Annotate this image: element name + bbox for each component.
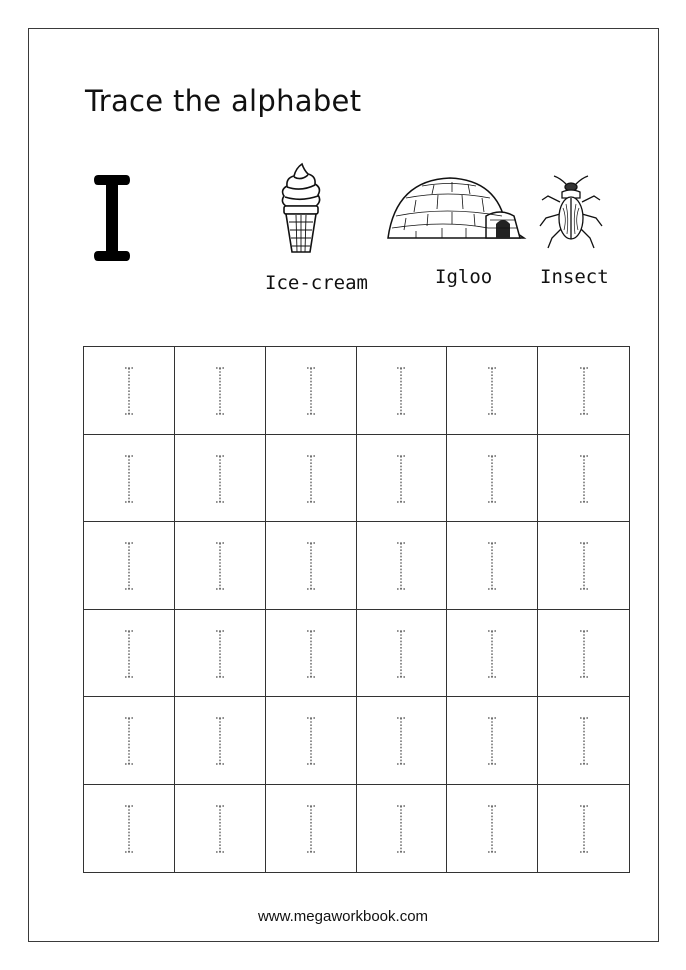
trace-cell[interactable] (266, 522, 357, 610)
igloo-picture (386, 176, 528, 242)
dotted-letter-i-icon (578, 542, 590, 590)
dotted-letter-i-icon (486, 367, 498, 415)
tracing-grid (83, 346, 630, 873)
trace-cell[interactable] (357, 522, 448, 610)
trace-cell[interactable] (266, 347, 357, 435)
insect-caption: Insect (540, 266, 609, 288)
insect-picture (538, 174, 604, 250)
insect-icon (538, 174, 604, 250)
dotted-letter-i-icon (578, 805, 590, 853)
dotted-letter-i-icon (305, 455, 317, 503)
trace-cell[interactable] (357, 697, 448, 785)
trace-cell[interactable] (357, 785, 448, 873)
trace-cell[interactable] (447, 697, 538, 785)
trace-cell[interactable] (175, 435, 266, 523)
trace-cell[interactable] (175, 522, 266, 610)
dotted-letter-i-icon (486, 542, 498, 590)
dotted-letter-i-icon (214, 542, 226, 590)
trace-cell[interactable] (175, 697, 266, 785)
trace-cell[interactable] (266, 435, 357, 523)
trace-cell[interactable] (357, 610, 448, 698)
dotted-letter-i-icon (486, 717, 498, 765)
trace-cell[interactable] (357, 347, 448, 435)
trace-cell[interactable] (175, 785, 266, 873)
dotted-letter-i-icon (305, 630, 317, 678)
trace-cell[interactable] (447, 785, 538, 873)
trace-cell[interactable] (175, 610, 266, 698)
dotted-letter-i-icon (578, 367, 590, 415)
trace-cell[interactable] (84, 522, 175, 610)
dotted-letter-i-icon (123, 805, 135, 853)
worksheet-title: Trace the alphabet (85, 84, 362, 118)
trace-cell[interactable] (447, 610, 538, 698)
dotted-letter-i-icon (395, 630, 407, 678)
ice-cream-icon (278, 160, 324, 256)
ice-cream-picture (278, 160, 324, 256)
dotted-letter-i-icon (395, 805, 407, 853)
trace-cell[interactable] (538, 785, 629, 873)
trace-cell[interactable] (84, 697, 175, 785)
dotted-letter-i-icon (123, 542, 135, 590)
dotted-letter-i-icon (123, 367, 135, 415)
trace-cell[interactable] (266, 697, 357, 785)
igloo-icon (386, 176, 528, 242)
trace-cell[interactable] (538, 610, 629, 698)
trace-cell[interactable] (538, 347, 629, 435)
dotted-letter-i-icon (486, 805, 498, 853)
dotted-letter-i-icon (214, 367, 226, 415)
dotted-letter-i-icon (305, 542, 317, 590)
trace-cell[interactable] (84, 435, 175, 523)
dotted-letter-i-icon (214, 805, 226, 853)
dotted-letter-i-icon (486, 455, 498, 503)
dotted-letter-i-icon (578, 455, 590, 503)
trace-cell[interactable] (84, 610, 175, 698)
letter-i-glyph-icon (92, 172, 132, 264)
dotted-letter-i-icon (395, 367, 407, 415)
trace-cell[interactable] (84, 347, 175, 435)
dotted-letter-i-icon (395, 717, 407, 765)
dotted-letter-i-icon (578, 630, 590, 678)
trace-cell[interactable] (266, 610, 357, 698)
trace-cell[interactable] (447, 522, 538, 610)
trace-cell[interactable] (84, 785, 175, 873)
trace-cell[interactable] (266, 785, 357, 873)
dotted-letter-i-icon (214, 717, 226, 765)
trace-cell[interactable] (538, 435, 629, 523)
dotted-letter-i-icon (305, 367, 317, 415)
trace-cell[interactable] (538, 697, 629, 785)
dotted-letter-i-icon (214, 455, 226, 503)
trace-cell[interactable] (447, 435, 538, 523)
dotted-letter-i-icon (305, 805, 317, 853)
big-letter-i (92, 172, 132, 264)
dotted-letter-i-icon (123, 717, 135, 765)
dotted-letter-i-icon (486, 630, 498, 678)
trace-cell[interactable] (357, 435, 448, 523)
trace-cell[interactable] (447, 347, 538, 435)
ice-cream-caption: Ice-cream (265, 272, 368, 294)
dotted-letter-i-icon (395, 455, 407, 503)
dotted-letter-i-icon (578, 717, 590, 765)
igloo-caption: Igloo (435, 266, 493, 288)
footer-url: www.megaworkbook.com (257, 908, 429, 925)
dotted-letter-i-icon (395, 542, 407, 590)
dotted-letter-i-icon (305, 717, 317, 765)
dotted-letter-i-icon (123, 455, 135, 503)
trace-cell[interactable] (538, 522, 629, 610)
dotted-letter-i-icon (123, 630, 135, 678)
trace-cell[interactable] (175, 347, 266, 435)
dotted-letter-i-icon (214, 630, 226, 678)
